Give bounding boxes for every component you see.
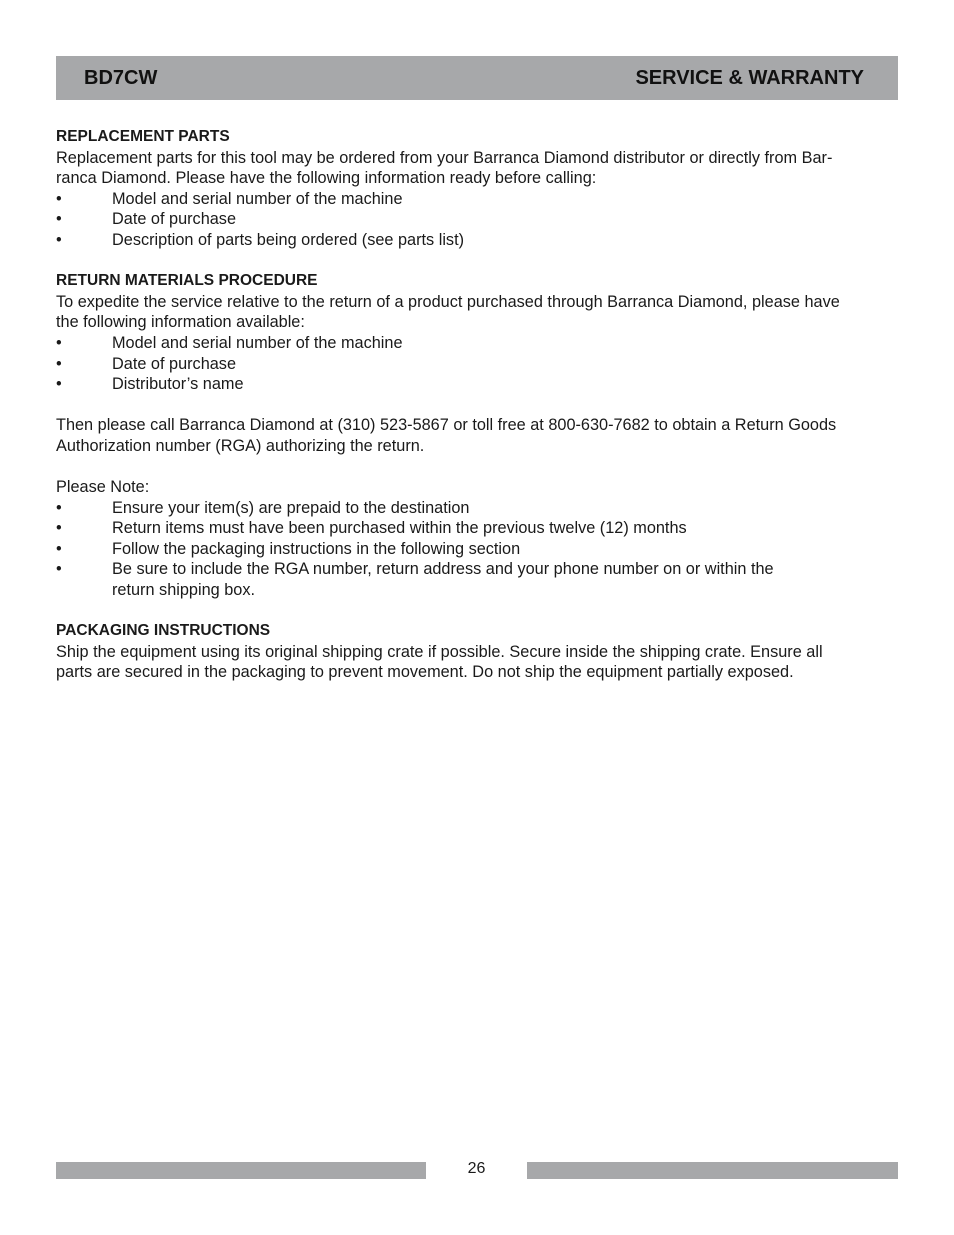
list-item bbox=[56, 333, 891, 354]
bullet: • bbox=[56, 333, 62, 352]
list-item bbox=[56, 559, 891, 600]
packaging-text-line1: Ship the equipment using its original shipping crate if possible. Secure inside the shipping crate. Ensure all bbox=[56, 642, 823, 661]
page-number: 26 bbox=[467, 1160, 486, 1177]
page-content bbox=[56, 127, 891, 683]
return-procedure-text-line2: the following information available: bbox=[56, 313, 305, 332]
bullet: • bbox=[56, 519, 62, 538]
list-item-text: Model and serial number of the machine bbox=[112, 333, 403, 352]
list-item-text: Model and serial number of the machine bbox=[112, 189, 403, 208]
list-item-text: Description of parts being ordered (see parts list) bbox=[112, 230, 465, 249]
section-title: SERVICE & WARRANTY bbox=[635, 66, 864, 89]
bullet: • bbox=[56, 230, 62, 249]
note-label: Please Note: bbox=[56, 478, 150, 497]
model-name: BD7CW bbox=[84, 66, 158, 89]
call-instructions-line1: Then please call Barranca Diamond at (310) 523-5867 or toll free at 800-630-7682 to obtain a Return Goods bbox=[56, 416, 837, 435]
list-item bbox=[56, 539, 891, 560]
bullet: • bbox=[56, 539, 62, 558]
bullet: • bbox=[56, 375, 62, 394]
list-item bbox=[56, 518, 891, 539]
list-item-text: Distributor’s name bbox=[112, 375, 244, 394]
footer-bar-left bbox=[56, 1162, 426, 1179]
replacement-parts-list bbox=[56, 189, 891, 251]
note-list bbox=[56, 498, 891, 601]
list-item-text: Follow the packaging instructions in the following section bbox=[112, 539, 521, 558]
replacement-parts-heading: REPLACEMENT PARTS bbox=[56, 128, 230, 145]
list-item bbox=[56, 189, 891, 210]
replacement-parts-text-line2: ranca Diamond. Please have the following information ready before calling: bbox=[56, 169, 597, 188]
list-item bbox=[56, 230, 891, 251]
header-bar bbox=[56, 56, 898, 100]
bullet: • bbox=[56, 498, 62, 517]
bullet: • bbox=[56, 210, 62, 229]
list-item bbox=[56, 498, 891, 519]
list-item-text: Return items must have been purchased within the previous twelve (12) months bbox=[112, 519, 687, 538]
list-item bbox=[56, 209, 891, 230]
replacement-parts-text-line1: Replacement parts for this tool may be ordered from your Barranca Diamond distributor or directly from Bar- bbox=[56, 148, 833, 167]
list-item-text: Ensure your item(s) are prepaid to the destination bbox=[112, 498, 470, 517]
list-item-text-continued: return shipping box. bbox=[112, 581, 256, 600]
packaging-heading: PACKAGING INSTRUCTIONS bbox=[56, 622, 271, 640]
packaging-text-line2: parts are secured in the packaging to prevent movement. Do not ship the equipment partially exposed. bbox=[56, 663, 794, 682]
footer-bar-right bbox=[527, 1162, 898, 1179]
list-item-text: Date of purchase bbox=[112, 210, 236, 229]
return-info-list bbox=[56, 333, 891, 395]
bullet: • bbox=[56, 560, 62, 579]
list-item-text: Date of purchase bbox=[112, 354, 236, 373]
return-procedure-text-line1: To expedite the service relative to the return of a product purchased through Barranca Diamond, please have bbox=[56, 292, 840, 311]
list-item bbox=[56, 374, 891, 395]
bullet: • bbox=[56, 354, 62, 373]
call-instructions-line2: Authorization number (RGA) authorizing the return. bbox=[56, 436, 425, 455]
list-item bbox=[56, 354, 891, 375]
bullet: • bbox=[56, 189, 62, 208]
list-item-text: Be sure to include the RGA number, return address and your phone number on or within the bbox=[112, 560, 774, 579]
return-procedure-heading: RETURN MATERIALS PROCEDURE bbox=[56, 272, 318, 290]
